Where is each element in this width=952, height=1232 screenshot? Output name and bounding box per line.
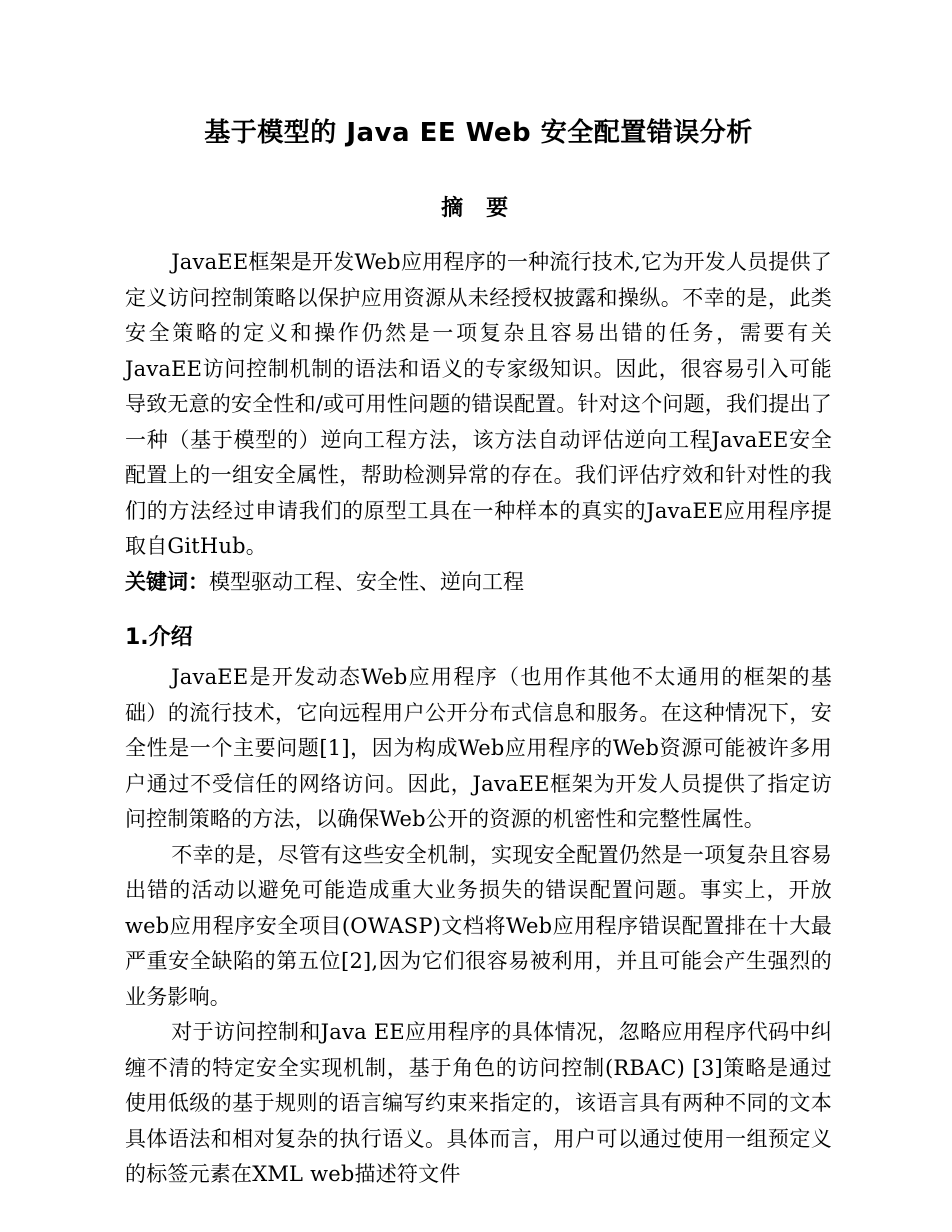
abstract-heading: 摘 要	[441, 195, 516, 221]
keywords-line	[125, 565, 832, 601]
document-title: 基于模型的 Java EE Web 安全配置错误分析	[204, 118, 753, 148]
section-1-paragraph-1: JavaEE是开发动态Web应用程序（也用作其他不太通用的框架的基础）的流行技术，它向远程用户公开分布式信息和服务。在这种情况下，安全性是一个主要问题[1]，因为构成Web应用程序的Web资源可能被许多用户通过不受信任的网络访问。因此，JavaEE框架为开发人员提供了指定访问控制策略的方法，以确保Web公开的资源的机密性和完整性属性。	[125, 665, 832, 831]
document-content	[0, 114, 952, 1193]
keywords-text: 模型驱动工程、安全性、逆向工程	[209, 569, 524, 594]
section-1-heading: 1.介绍	[125, 625, 193, 650]
section-1-paragraph-3: 对于访问控制和Java EE应用程序的具体情况，忽略应用程序代码中纠缠不清的特定安全实现机制，基于角色的访问控制(RBAC) [3]策略是通过使用低级的基于规则的语言编写约束来指定的，该语言具有两种不同的文本具体语法和相对复杂的执行语义。具体而言，用户可以通过使用一组预定义的标签元素在XML web描述符文件	[125, 1020, 832, 1186]
section-1-paragraph-2: 不幸的是，尽管有这些安全机制，实现安全配置仍然是一项复杂且容易出错的活动以避免可能造成重大业务损失的错误配置问题。事实上，开放web应用程序安全项目(OWASP)文档将Web应用程序错误配置排在十大最严重安全缺陷的第五位[2],因为它们很容易被利用，并且可能会产生强烈的业务影响。	[125, 842, 832, 1009]
keywords-label: 关键词：	[125, 569, 209, 594]
abstract-paragraph: JavaEE框架是开发Web应用程序的一种流行技术,它为开发人员提供了定义访问控制策略以保护应用资源从未经授权披露和操纵。不幸的是，此类安全策略的定义和操作仍然是一项复杂且容易出错的任务，需要有关JavaEE访问控制机制的语法和语义的专家级知识。因此，很容易引入可能导致无意的安全性和/或可用性问题的错误配置。针对这个问题，我们提出了一种（基于模型的）逆向工程方法，该方法自动评估逆向工程JavaEE安全配置上的一组安全属性，帮助检测异常的存在。我们评估疗效和针对性的我们的方法经过申请我们的原型工具在一种样本的真实的JavaEE应用程序提取自GitHub。	[125, 250, 832, 558]
